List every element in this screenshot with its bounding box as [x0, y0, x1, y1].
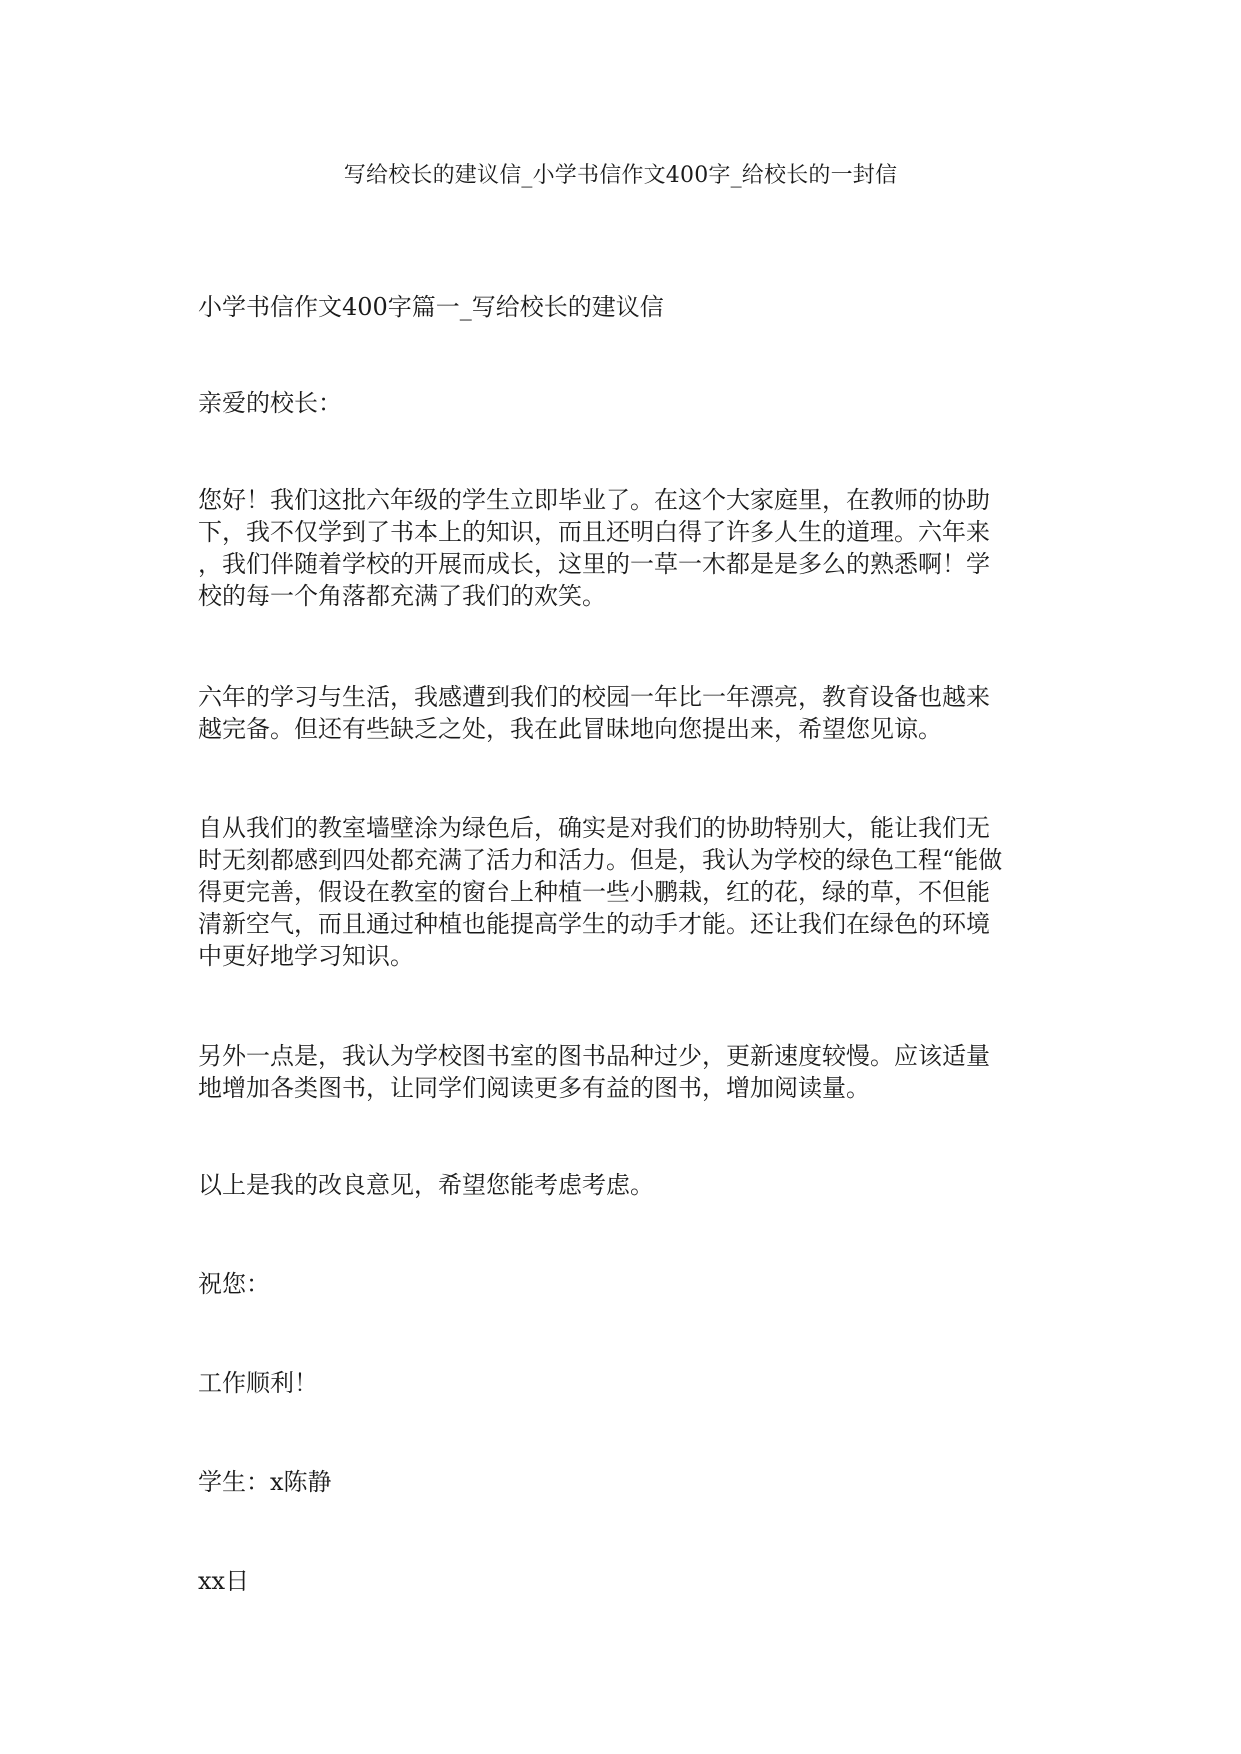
- paragraph-line: 中更好地学习知识。: [198, 942, 414, 970]
- document-title: 写给校长的建议信_小学书信作文400字_给校长的一封信: [343, 163, 898, 188]
- paragraph-line: 您好！我们这批六年级的学生立即毕业了。在这个大家庭里，在教师的协助: [198, 486, 990, 514]
- paragraph-line: 下，我不仅学到了书本上的知识，而且还明白得了许多人生的道理。六年来: [198, 518, 990, 546]
- body-paragraph-2: [198, 681, 1043, 745]
- salutation: 亲爱的校长：: [198, 389, 342, 417]
- paragraph-line: 越完备。但还有些缺乏之处，我在此冒昧地向您提出来，希望您见谅。: [198, 715, 942, 743]
- paragraph-line: 以上是我的改良意见，希望您能考虑考虑。: [198, 1171, 654, 1199]
- paragraph-line: 时无刻都感到四处都充满了活力和活力。但是，我认为学校的绿色工程“能做: [198, 846, 1003, 874]
- body-paragraph-3: [198, 812, 1043, 972]
- wish: 工作顺利！: [198, 1369, 318, 1397]
- paragraph-line: ，我们伴随着学校的开展而成长，这里的一草一木都是是多么的熟悉啊！学: [198, 550, 990, 578]
- signature: 学生：x陈静: [198, 1468, 332, 1496]
- closing: 祝您：: [198, 1270, 270, 1298]
- date: xx日: [198, 1567, 250, 1595]
- paragraph-line: 地增加各类图书，让同学们阅读更多有益的图书，增加阅读量。: [198, 1074, 870, 1102]
- section-heading: 小学书信作文400字篇一_写给校长的建议信: [198, 293, 664, 321]
- body-paragraph-4: [198, 1040, 1043, 1104]
- paragraph-line: 得更完善，假设在教室的窗台上种植一些小鹏栽，红的花，绿的草，不但能: [198, 878, 990, 906]
- body-paragraph-5: [198, 1169, 1043, 1201]
- paragraph-line: 自从我们的教室墙壁涂为绿色后，确实是对我们的协助特别大，能让我们无: [198, 814, 990, 842]
- paragraph-line: 六年的学习与生活，我感遭到我们的校园一年比一年漂亮，教育设备也越来: [198, 683, 990, 711]
- body-paragraph-1: [198, 484, 1043, 612]
- paragraph-line: 校的每一个角落都充满了我们的欢笑。: [198, 582, 606, 610]
- paragraph-line: 清新空气，而且通过种植也能提高学生的动手才能。还让我们在绿色的环境: [198, 910, 990, 938]
- paragraph-line: 另外一点是，我认为学校图书室的图书品种过少，更新速度较慢。应该适量: [198, 1042, 990, 1070]
